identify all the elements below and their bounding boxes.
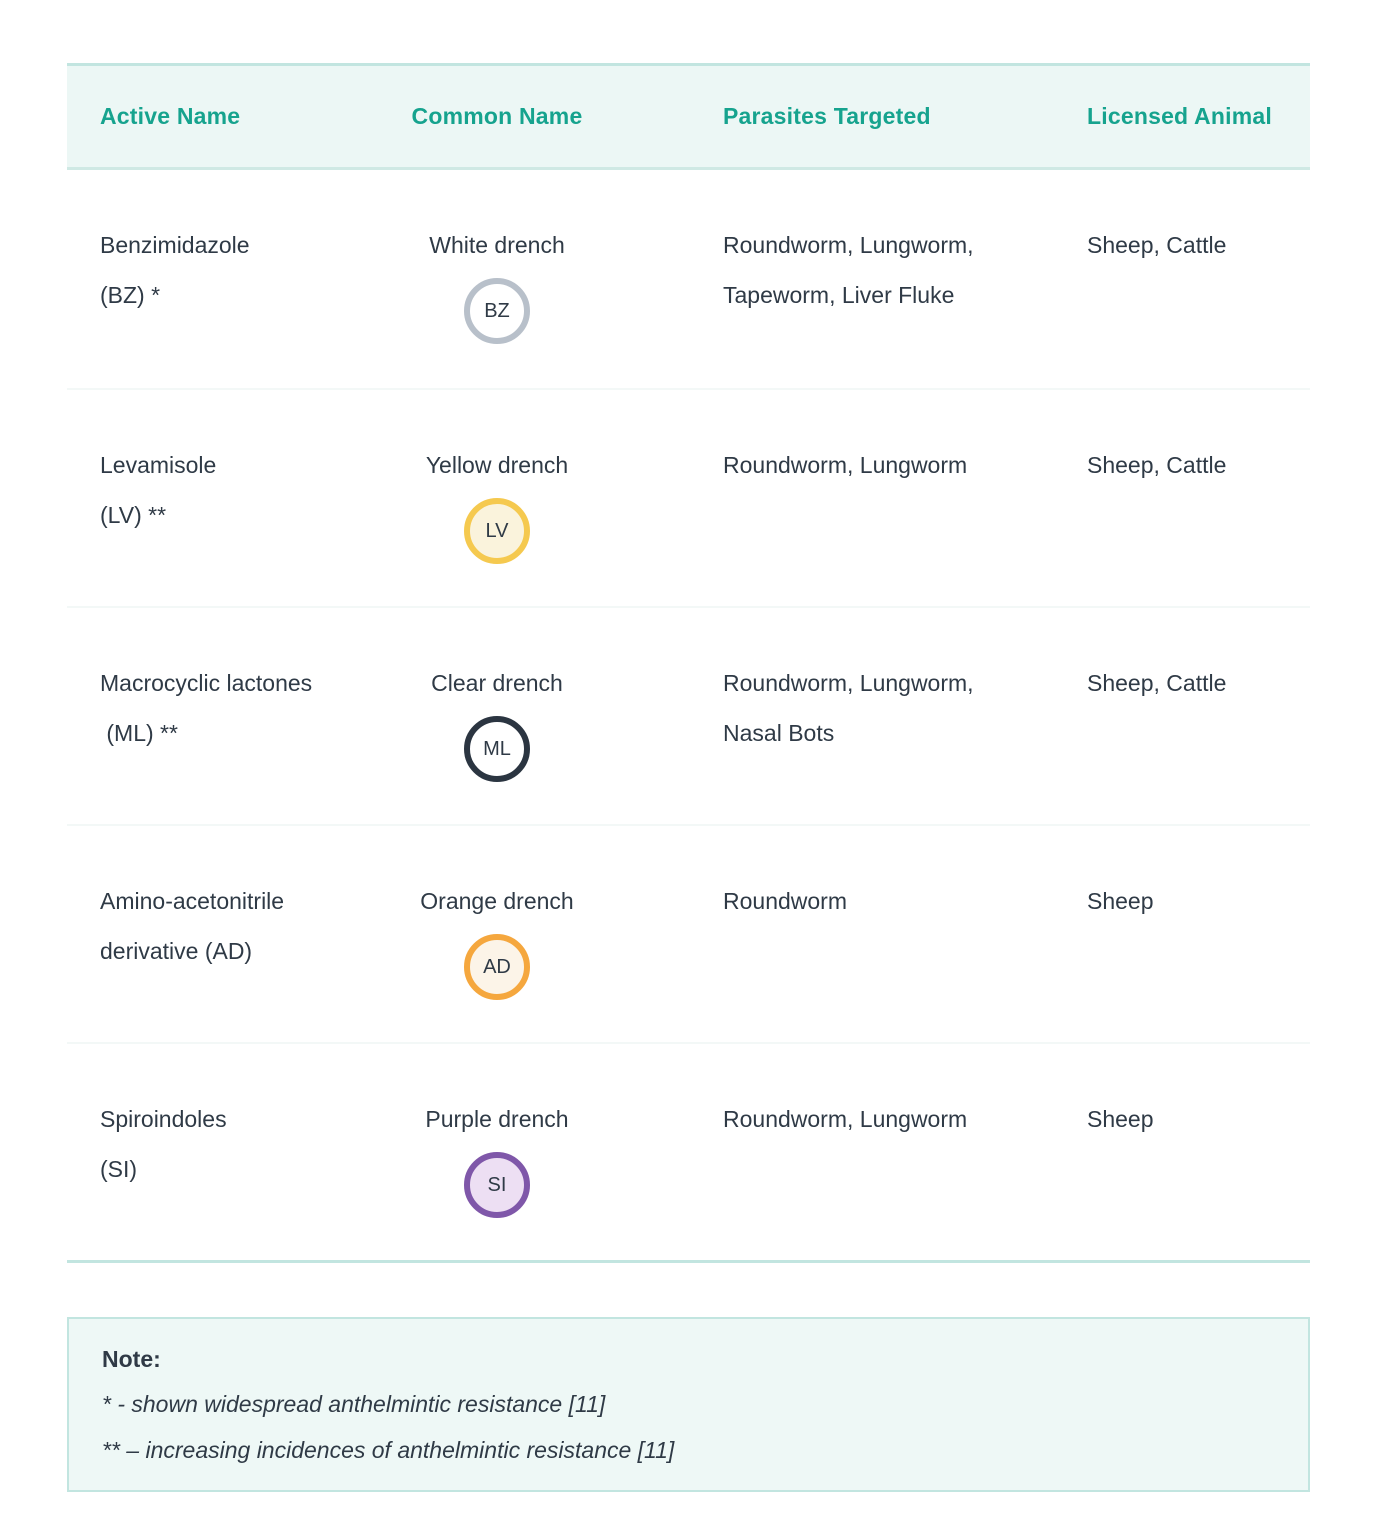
parasites-cell [723,220,1087,368]
column-header-common-name: Common Name [411,103,583,129]
parasites-line: Roundworm [723,888,847,914]
table-row-benzimidazole [67,170,1310,388]
licensed-animal-cell: Sheep, Cattle [1087,670,1227,696]
active-name-cell [67,1094,397,1240]
common-name-cell [397,876,723,1022]
column-header-licensed-animal: Licensed Animal [1087,103,1272,129]
licensed-animal-cell: Sheep, Cattle [1087,232,1227,258]
common-name-cell [397,1094,723,1240]
active-name-line: (LV) ** [100,502,167,528]
parasites-cell [723,440,1087,586]
drench-color-badge: AD [464,934,530,1000]
parasites-line: Nasal Bots [723,720,835,746]
active-name-cell [67,658,397,804]
common-name-label: White drench [429,232,565,258]
parasites-line: Roundworm, Lungworm, [723,232,974,258]
table-row-amino-acetonitrile-derivative [67,824,1310,1042]
active-name-line: (ML) ** [100,720,178,746]
drench-color-badge: LV [464,498,530,564]
parasites-line: Roundworm, Lungworm [723,1106,968,1132]
common-name-label: Purple drench [425,1106,569,1132]
common-name-cell [397,220,723,368]
active-name-line: Macrocyclic lactones [100,670,313,696]
common-name-cell [397,440,723,586]
active-name-line: (BZ) * [100,282,161,308]
common-name-cell [397,658,723,804]
parasites-line: Tapeworm, Liver Fluke [723,282,955,308]
licensed-animal-cell: Sheep [1087,1106,1154,1132]
footnote-line-double-asterisk: ** – increasing incidences of anthelmintic resistance [11] [102,1437,675,1463]
table-header-row [67,63,1310,170]
active-name-line: derivative (AD) [100,938,253,964]
table-row-macrocyclic-lactones [67,606,1310,824]
drench-color-badge: BZ [464,278,530,344]
common-name-label: Clear drench [431,670,563,696]
parasites-cell [723,658,1087,804]
parasites-line: Roundworm, Lungworm [723,452,968,478]
parasites-cell [723,1094,1087,1240]
parasites-line: Roundworm, Lungworm, [723,670,974,696]
active-name-line: Spiroindoles [100,1106,227,1132]
drench-color-badge: ML [464,716,530,782]
active-name-line: (SI) [100,1156,138,1182]
active-name-cell [67,440,397,586]
table-row-levamisole [67,388,1310,606]
licensed-animal-cell: Sheep, Cattle [1087,452,1227,478]
footnote-line-single-asterisk: * - shown widespread anthelmintic resistance [11] [102,1391,606,1417]
table-row-spiroindoles [67,1042,1310,1260]
licensed-animal-cell: Sheep [1087,888,1154,914]
drench-color-badge: SI [464,1152,530,1218]
parasites-cell [723,876,1087,1022]
active-name-line: Amino-acetonitrile [100,888,285,914]
column-header-active-name: Active Name [100,103,241,129]
active-name-line: Levamisole [100,452,217,478]
active-name-cell [67,220,397,368]
table-body [67,170,1310,1263]
footnote-title: Note: [102,1346,161,1372]
common-name-label: Orange drench [420,888,574,914]
common-name-label: Yellow drench [425,452,569,478]
active-name-cell [67,876,397,1022]
active-name-line: Benzimidazole [100,232,250,258]
anthelmintics-table [67,63,1310,1263]
footnote-box [67,1317,1310,1492]
column-header-parasites-targeted: Parasites Targeted [723,103,931,129]
